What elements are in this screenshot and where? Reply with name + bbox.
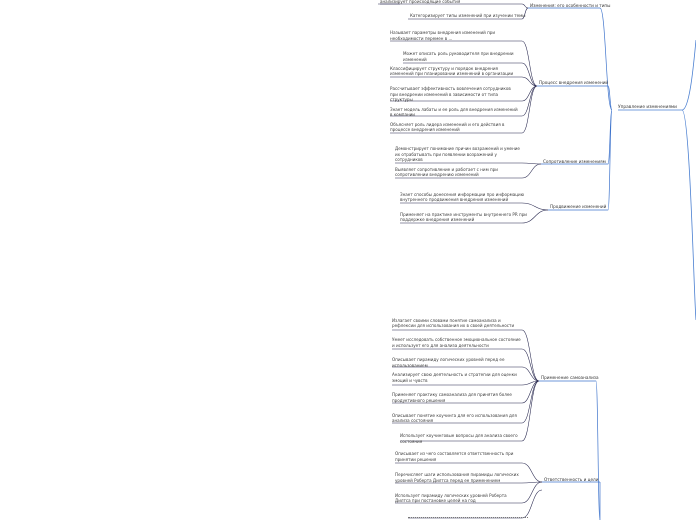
leaf-analyzes-events[interactable]: анализирует происходящие события [380, 0, 461, 4]
root-trunk-up [682, 40, 696, 110]
leaf-coaching-questions[interactable]: Использует коучинговые вопросы для анализа своего состояния [400, 433, 518, 444]
leaf-link [522, 164, 541, 178]
branch-promotion[interactable]: Продвижение изменений [550, 204, 607, 209]
branch-resistance[interactable]: Сопротивление изменениям [543, 158, 606, 164]
branch-self-analysis[interactable]: Применение самоанализа [541, 375, 599, 380]
branch-responsibility-goals[interactable]: Ответственность и цели [544, 476, 599, 482]
leaf-activity-analysis[interactable]: Анализирует свою деятельность и стратегии для оценки эмоций и чувств [392, 372, 517, 383]
leaf-link [522, 86, 537, 116]
leaf-link [522, 4, 528, 8]
leaf-responsibility[interactable]: Описывает из чего составляется ответственность при принятии решения [395, 451, 514, 462]
leaf-link-cut [522, 490, 542, 518]
leaf-categorizes-types[interactable]: Категоризирует типы изменений при изучении темы [410, 12, 526, 18]
leaf-manager-role[interactable]: Может описать роль руководителя при внедрении изменений [403, 51, 514, 62]
leaf-link [522, 381, 539, 441]
leaf-model-role[interactable]: Знает модель лабаты и ее роль для внедрения изменений в компании [390, 106, 518, 118]
leaf-link [522, 203, 548, 210]
leaf-self-analysis-practice[interactable]: Применяет практику самоанализа для принятия более продуктивного решения [392, 392, 512, 403]
leaf-cut-off [408, 515, 528, 520]
leaf-implementation-params[interactable]: Называет параметры внедрения изменений при необходимости перемен в ... [390, 30, 496, 41]
leaf-dilts-goals[interactable]: Использует пирамиду логических уровней Роберта Дилтса при постановке целей на год [395, 492, 507, 504]
branch-link [596, 381, 600, 520]
leaf-leader-role[interactable]: Объясняет роль лидера изменений и его действия в процессе внедрения изменений [390, 121, 505, 133]
leaf-link [522, 482, 542, 503]
leaf-coaching-concept[interactable]: Описывает понятие коучинга для его использования для анализа состояния [392, 412, 517, 424]
leaf-structure-order[interactable]: Классифицирует структуру и порядок внедрения изменений при планировании изменений в организации [390, 65, 514, 77]
leaf-internal-pr[interactable]: Применяет на практике инструменты внутреннего PR при поддержке внедрения изменений [400, 211, 527, 223]
mind-map-root[interactable]: Управление изменениями [618, 104, 677, 110]
leaf-self-analysis-concept[interactable]: Излагает своими словами понятие самоанализа и рефлексии для использования их в своей деятельности [392, 317, 515, 329]
branch-change-types[interactable]: Изменения: его особенности и типы [530, 2, 611, 8]
leaf-link [522, 86, 537, 101]
leaf-link [522, 330, 539, 381]
leaf-dilts-steps[interactable]: Перечисляет шаги использования пирамиды логических уровней Роберта Дилтса перед ее применением [395, 472, 519, 483]
leaf-link [522, 381, 539, 403]
leaf-info-methods[interactable]: Знает способы донесения информации про информацию внутреннего продвижения внедрения изменений [400, 191, 525, 203]
leaf-link [522, 163, 541, 164]
leaf-objections[interactable]: Демонстрирует понимание причин возражений и умение их отрабатывать при появлении возражений у сотрудников [395, 146, 520, 163]
leaf-emotional-state[interactable]: Умеет исследовать собственное эмоциональное состояние и использует его для анализа деятельности [392, 337, 521, 348]
leaf-link [522, 349, 539, 381]
leaf-engagement-efficiency[interactable]: Рассчитывает эффективность вовлечения сотрудников при внедрении изменений в зависимости от типа структуры [390, 86, 511, 103]
leaf-link [522, 63, 537, 86]
branch-link [600, 8, 612, 110]
leaf-link [522, 463, 542, 482]
leaf-pyramid-describe[interactable]: Описывает пирамиду логических уровней перед ее использованием [392, 357, 505, 368]
branch-implementation-process[interactable]: Процесс внедрения изменений [539, 80, 609, 85]
leaf-identifies-resistance[interactable]: Выявляет сопротивление и работает с ним при сопротивлении внедрению изменений [395, 166, 498, 178]
root-trunk-down [682, 110, 696, 320]
